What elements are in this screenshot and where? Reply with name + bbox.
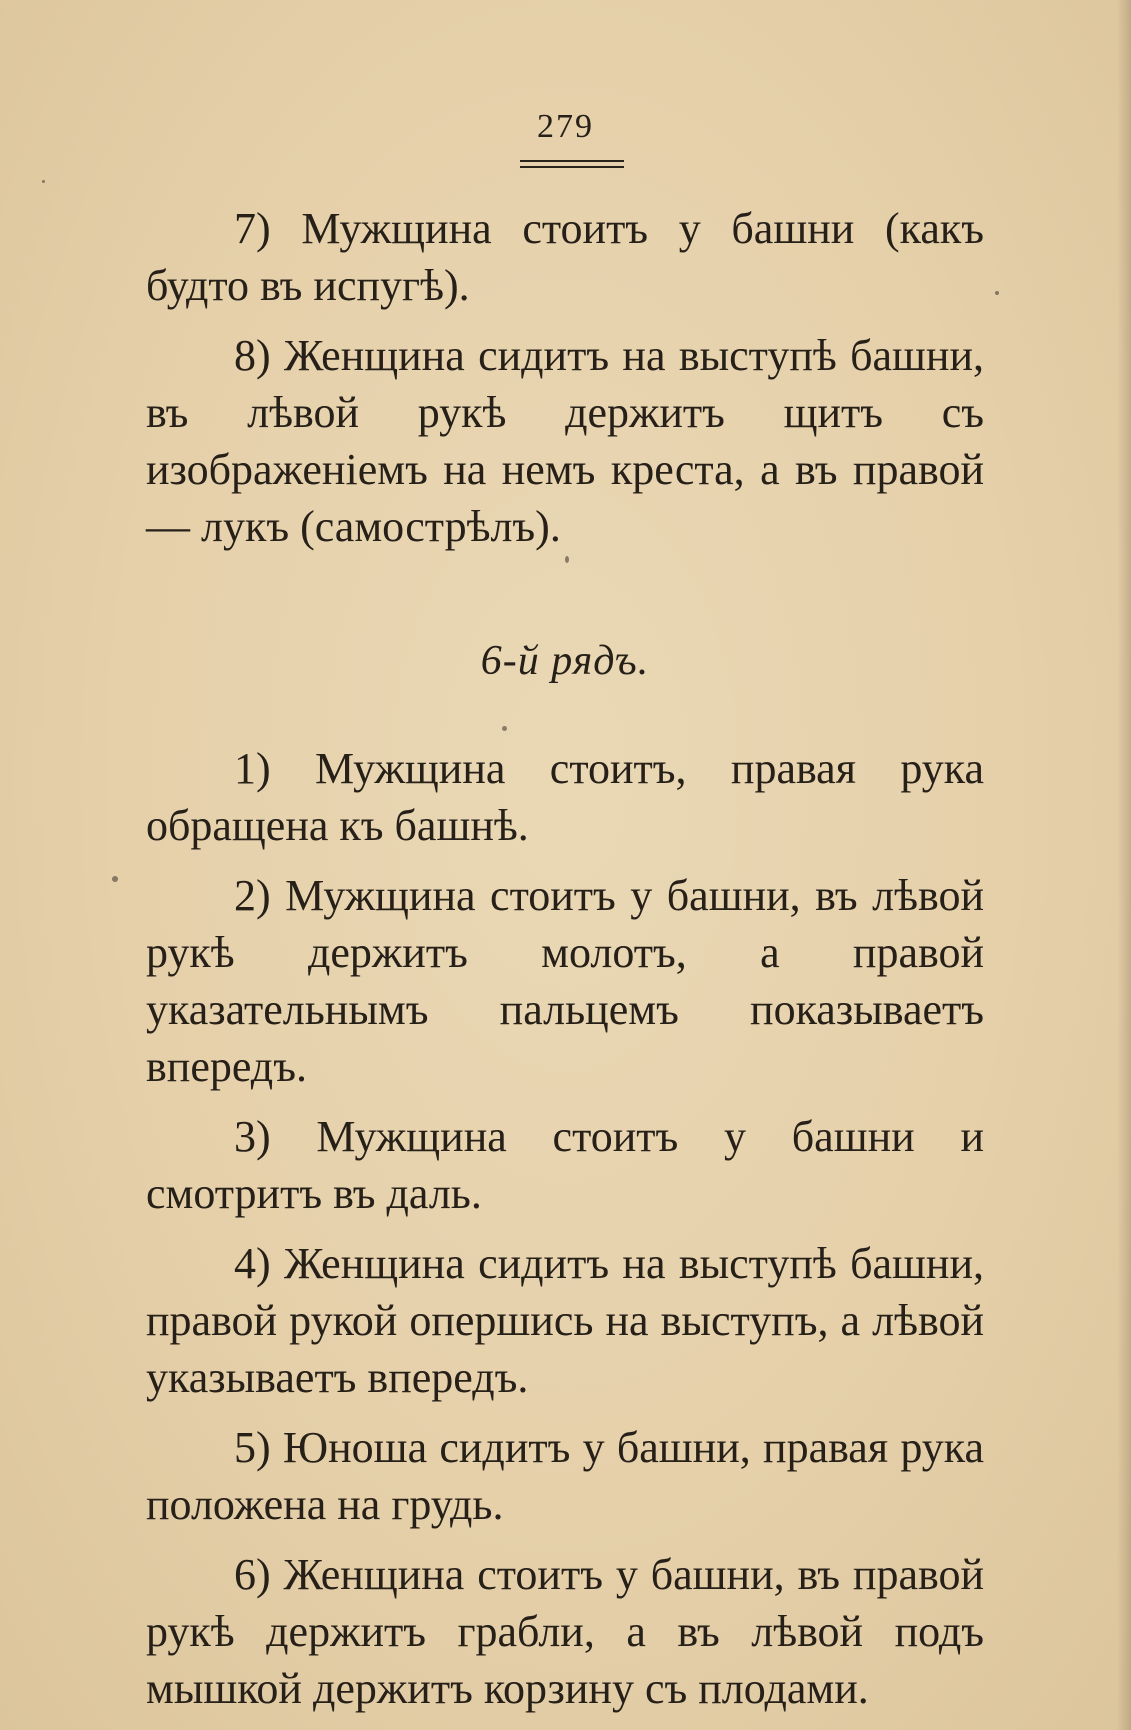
list-item: 8) Женщина сидитъ на выступѣ башни, въ лѣвой рукѣ держитъ щитъ съ изображеніемъ на немъ креста, а въ правой — лукъ (самострѣлъ). [146, 331, 984, 551]
page-number: 279 [537, 108, 594, 145]
page-number-rule-top [520, 160, 624, 162]
list-item: 4) Женщина сидитъ на выступѣ башни, правой рукой опершись на выступъ, а лѣвой указываетъ впередъ. [146, 1239, 984, 1402]
list-item: 1) Мужщина стоитъ, правая рука обращена къ башнѣ. [146, 744, 984, 850]
list-item: 6) Женщина стоитъ у башни, въ правой рукѣ держитъ грабли, а въ лѣвой подъ мышкой держитъ корзину съ плодами. [146, 1550, 984, 1713]
list-item: 7) Мужщина стоитъ у башни (какъ будто въ испугѣ). [146, 204, 984, 310]
paper-speck [565, 556, 569, 563]
paper-speck [42, 180, 45, 183]
paper-speck [995, 291, 999, 295]
page-number-rule-bottom [520, 166, 624, 168]
body-text [146, 200, 984, 1730]
paper-speck [502, 726, 507, 731]
list-item: 3) Мужщина стоитъ у башни и смотритъ въ даль. [146, 1112, 984, 1218]
page-edge-shadow [1117, 0, 1131, 1730]
list-item: 5) Юноша сидитъ у башни, правая рука положена на грудь. [146, 1423, 984, 1529]
section-heading: 6-й рядъ. [480, 638, 650, 684]
list-item: 2) Мужщина стоитъ у башни, въ лѣвой рукѣ держитъ молотъ, а правой указательнымъ пальцемъ показываетъ впередъ. [146, 871, 984, 1091]
paper-speck [112, 876, 118, 882]
